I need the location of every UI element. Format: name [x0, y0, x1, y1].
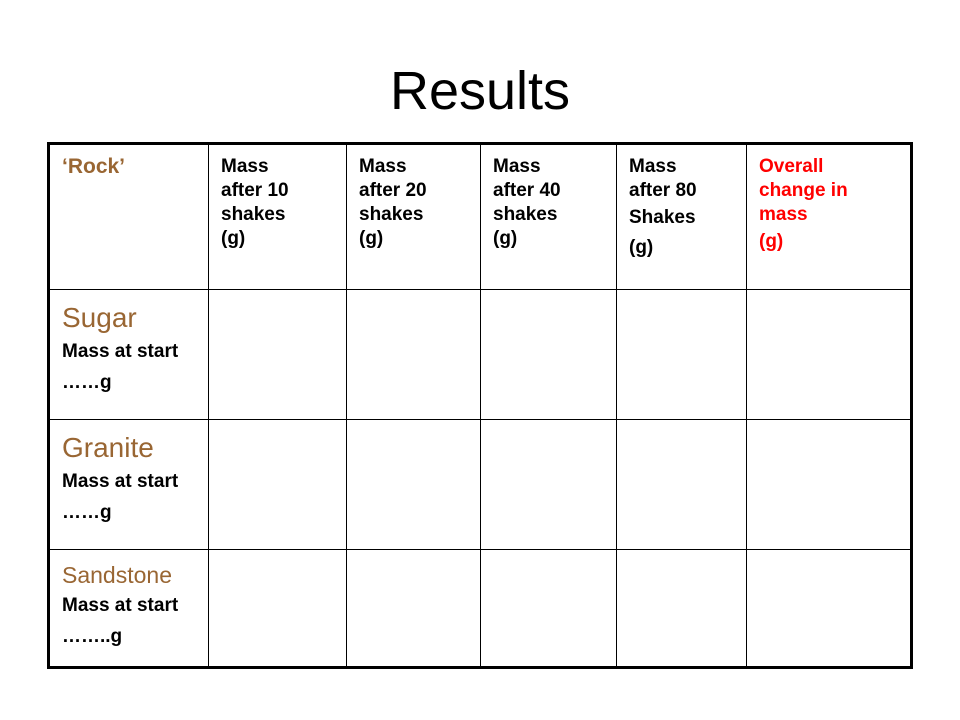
rock-name: Sandstone	[62, 562, 172, 588]
table-row	[49, 550, 912, 668]
header-text: shakes	[493, 204, 558, 225]
rock-name: Granite	[62, 432, 154, 463]
header-text: mass	[759, 204, 808, 225]
header-row	[49, 144, 912, 290]
header-rock-label: ‘Rock’	[62, 155, 126, 178]
header-rock	[49, 144, 209, 290]
rock-name: Sugar	[62, 302, 137, 333]
header-text: Shakes	[629, 207, 696, 228]
header-text: shakes	[221, 204, 286, 225]
mass-at-start-label: Mass at start	[62, 341, 179, 362]
data-cell[interactable]	[617, 290, 747, 420]
data-cell[interactable]	[481, 420, 617, 550]
results-table	[47, 142, 913, 669]
mass-at-start-label: Mass at start	[62, 595, 179, 616]
mass-at-start-label: Mass at start	[62, 471, 179, 492]
header-text: after 20	[359, 180, 427, 201]
data-cell[interactable]	[481, 290, 617, 420]
rock-cell-granite	[49, 420, 209, 550]
table-row	[49, 420, 912, 550]
data-cell[interactable]	[617, 550, 747, 668]
header-text: change in	[759, 180, 848, 201]
header-text: (g)	[629, 237, 654, 258]
data-cell[interactable]	[209, 420, 347, 550]
header-text: shakes	[359, 204, 424, 225]
table-row	[49, 290, 912, 420]
header-text: Mass	[629, 156, 677, 177]
header-text: (g)	[359, 228, 384, 249]
header-text: (g)	[493, 228, 518, 249]
mass-at-start-value: ……g	[62, 502, 112, 523]
data-cell[interactable]	[617, 420, 747, 550]
data-cell[interactable]	[209, 290, 347, 420]
header-text: Mass	[493, 156, 541, 177]
mass-at-start-value: ……..g	[62, 626, 123, 647]
header-text: Mass	[359, 156, 407, 177]
mass-at-start-value: ……g	[62, 372, 112, 393]
data-cell[interactable]	[481, 550, 617, 668]
data-cell[interactable]	[347, 290, 481, 420]
data-cell[interactable]	[347, 420, 481, 550]
header-mass-after-40	[481, 144, 617, 290]
header-mass-after-20	[347, 144, 481, 290]
header-mass-after-80	[617, 144, 747, 290]
data-cell[interactable]	[747, 290, 912, 420]
header-text: after 40	[493, 180, 561, 201]
data-cell[interactable]	[347, 550, 481, 668]
header-text: Overall	[759, 156, 824, 177]
data-cell[interactable]	[209, 550, 347, 668]
rock-cell-sandstone	[49, 550, 209, 668]
rock-cell-sugar	[49, 290, 209, 420]
header-mass-after-10	[209, 144, 347, 290]
data-cell[interactable]	[747, 420, 912, 550]
data-cell[interactable]	[747, 550, 912, 668]
header-text: after 80	[629, 180, 697, 201]
page-title: Results	[389, 61, 571, 121]
header-overall-change	[747, 144, 912, 290]
header-text: after 10	[221, 180, 289, 201]
header-text: Mass	[221, 156, 269, 177]
header-text: (g)	[221, 228, 246, 249]
header-text: (g)	[759, 231, 784, 252]
